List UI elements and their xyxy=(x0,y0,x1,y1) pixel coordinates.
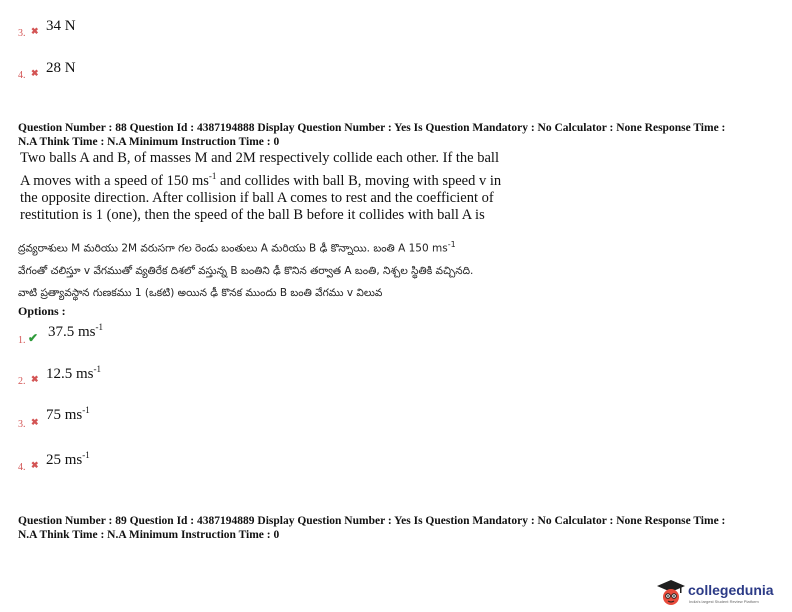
graduate-mascot-icon xyxy=(656,578,686,606)
wrong-mark-icon: ✖ xyxy=(31,460,39,470)
logo-name: collegedunia xyxy=(688,582,774,598)
option-number: 2. xyxy=(18,376,26,387)
logo-tagline: India's largest Student Review Platform xyxy=(689,599,759,604)
telugu-line-3: వాటి ప్రత్యావస్థాన గుణకము 1 (ఒకటి) అయిన ఢీ కొనక ముందు B బంతి వేగము v విలువ xyxy=(18,286,383,299)
wrong-mark-icon: ✖ xyxy=(31,68,39,78)
option-3 xyxy=(18,405,158,431)
option-number: 4. xyxy=(18,70,26,81)
prev-option-4 xyxy=(18,60,138,86)
prev-option-3 xyxy=(18,18,138,44)
option-4 xyxy=(18,450,158,476)
option-value: 28 N xyxy=(46,60,76,76)
english-line-2: A moves with a speed of 150 $ms^{-1}$ and collides with ball B, moving with speed v in xyxy=(20,170,502,189)
telugu-line-2: వేగంతో చలిస్తూ v వేగముతో వ్యతిరేక దిశలో వస్తున్న B బంతిని ఢీ కొనిన తర్వాత A బంతి, నిశ్చల స్థితికి వచ్చినది. xyxy=(18,264,474,277)
option-value: 37.5 $ms^{-1}$ xyxy=(48,322,104,340)
correct-mark-icon: ✔ xyxy=(28,331,39,345)
options-label: Options : xyxy=(18,304,66,318)
question-88-english xyxy=(20,150,501,225)
collegedunia-logo xyxy=(656,578,788,608)
question-88-telugu xyxy=(18,234,473,304)
option-value: 12.5 $ms^{-1}$ xyxy=(46,364,102,382)
option-1 xyxy=(18,322,158,348)
header-line-1: Question Number : 89 Question Id : 4387194889 Display Question Number : Yes Is Question Mandatory : No Calculator : None Response Time : xyxy=(18,515,726,527)
header-line-2: N.A Think Time : N.A Minimum Instruction Time : 0 xyxy=(18,529,280,541)
superscript: -1 xyxy=(447,240,456,249)
question-89-header xyxy=(18,514,725,542)
option-value: 75 $ms^{-1}$ xyxy=(46,405,90,423)
option-value: 25 $ms^{-1}$ xyxy=(46,450,90,468)
header-line-1: Question Number : 88 Question Id : 4387194888 Display Question Number : Yes Is Question Mandatory : No Calculator : None Response Time : xyxy=(18,122,726,134)
header-line-2: N.A Think Time : N.A Minimum Instruction Time : 0 xyxy=(18,136,280,148)
wrong-mark-icon: ✖ xyxy=(31,26,39,36)
english-line-3: the opposite direction. After collision if ball A comes to rest and the coefficient of xyxy=(20,189,494,206)
option-number: 3. xyxy=(18,28,26,39)
english-line-4: restitution is 1 (one), then the speed of the ball B before it collides with ball A is xyxy=(20,207,485,224)
wrong-mark-icon: ✖ xyxy=(31,417,39,427)
english-line-1: Two balls A and B, of masses M and 2M respectively collide each other. If the ball xyxy=(20,150,499,166)
option-number: 1. xyxy=(18,335,26,346)
option-2 xyxy=(18,364,158,390)
superscript: -1 xyxy=(208,170,217,181)
option-number: 3. xyxy=(18,419,26,430)
option-number: 4. xyxy=(18,462,26,473)
option-value: 34 N xyxy=(46,18,76,34)
telugu-line-1: ద్రవ్యరాశులు M మరియు 2M వరుసగా గల రెండు బంతులు A మరియు B ఢీ కొన్నాయి. బంతి A 150 $ms^{-1}$ xyxy=(18,240,456,255)
question-88-header xyxy=(18,121,725,149)
wrong-mark-icon: ✖ xyxy=(31,374,39,384)
